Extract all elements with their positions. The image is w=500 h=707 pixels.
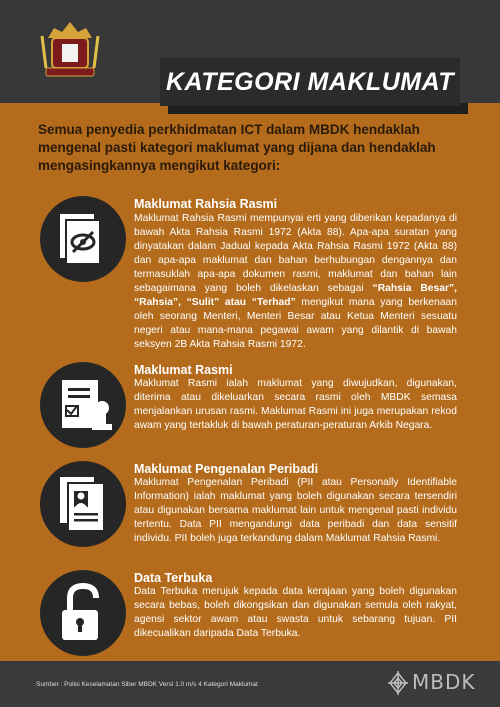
personal-profile-document-icon [40,461,126,547]
section-heading-pengenalan-peribadi: Maklumat Pengenalan Peribadi [134,462,319,476]
intro-text: Semua penyedia perkhidmatan ICT dalam MBDK hendaklah mengenal pasti kategori maklumat yang dijana dan hendaklah mengasingkannya mengikut kategori: [38,122,436,173]
stamped-document-icon [40,362,126,448]
mbdk-logo-text: MBDK [412,670,476,694]
section-heading-data-terbuka: Data Terbuka [134,571,213,585]
title-banner [160,58,460,106]
open-padlock-icon [40,570,126,656]
section-body-pengenalan-peribadi: Maklumat Pengenalan Peribadi (PII atau Personally Identifiable Information) ialah maklumat yang boleh digunakan secara tersendiri atau digunakan bersama maklumat lain untuk mengenal pasti individu tertentu. Data PII mengandungi data peribadi dan data sensitif individu. PII boleh juga terkandung dalam Maklumat Rahsia Rasmi. [134,477,457,544]
source-citation: Sumber : Polisi Keselamatan Siber MBDK Versi 1.0 m/s 4 Kategori Maklumat [36,681,258,688]
section-body-data-terbuka: Data Terbuka merujuk kepada data kerajaan yang boleh digunakan secara bebas, boleh dikongsikan dan digunakan semula oleh rakyat, agensi sektor awam atau swasta untuk sebarang tujuan. PII dikecualikan daripada Data Terbuka. [134,586,457,639]
council-crest-logo [40,18,100,84]
section-heading-rahsia-rasmi: Maklumat Rahsia Rasmi [134,197,278,211]
classified-document-icon [40,196,126,282]
section-body-rahsia-rasmi: Maklumat Rahsia Rasmi mempunyai erti yang diberikan kepadanya di bawah Akta Rahsia Rasmi 1972 (Akta 88). Apa-apa suratan yang dinyatakan dalam Jadual kepada Akta Rahsia Rasmi 1972 (Akta 88) dan apa-apa maklumat dan bahan berhubungan dengannya dan termasuklah apa-apa dokumen rasmi, maklumat dan bahan lain sebagaimana yang boleh dikelaskan sebagai “Rahsia Besar”, “Rahsia”, “Sulit” atau “Terhad” mengikut mana yang berkenaan oleh seorang Menteri, Menteri Besar atau Ketua Menteri sesuatu negeri atau mana-mana pegawai awam yang dilantik di bawah seksyen 2B Akta Rahsia Rasmi 1972. [134,213,457,350]
page-title: KATEGORI MAKLUMAT [165,68,455,96]
section-body-maklumat-rasmi: Maklumat Rasmi ialah maklumat yang diwujudkan, digunakan, diterima atau dikeluarkan secara rasmi oleh MBDK semasa menjalankan urusan rasmi. Maklumat Rasmi ini juga merupakan rekod awam yang tertakluk di bawah peraturan-peraturan Arkib Negara. [134,378,457,431]
section-heading-maklumat-rasmi: Maklumat Rasmi [134,363,233,377]
